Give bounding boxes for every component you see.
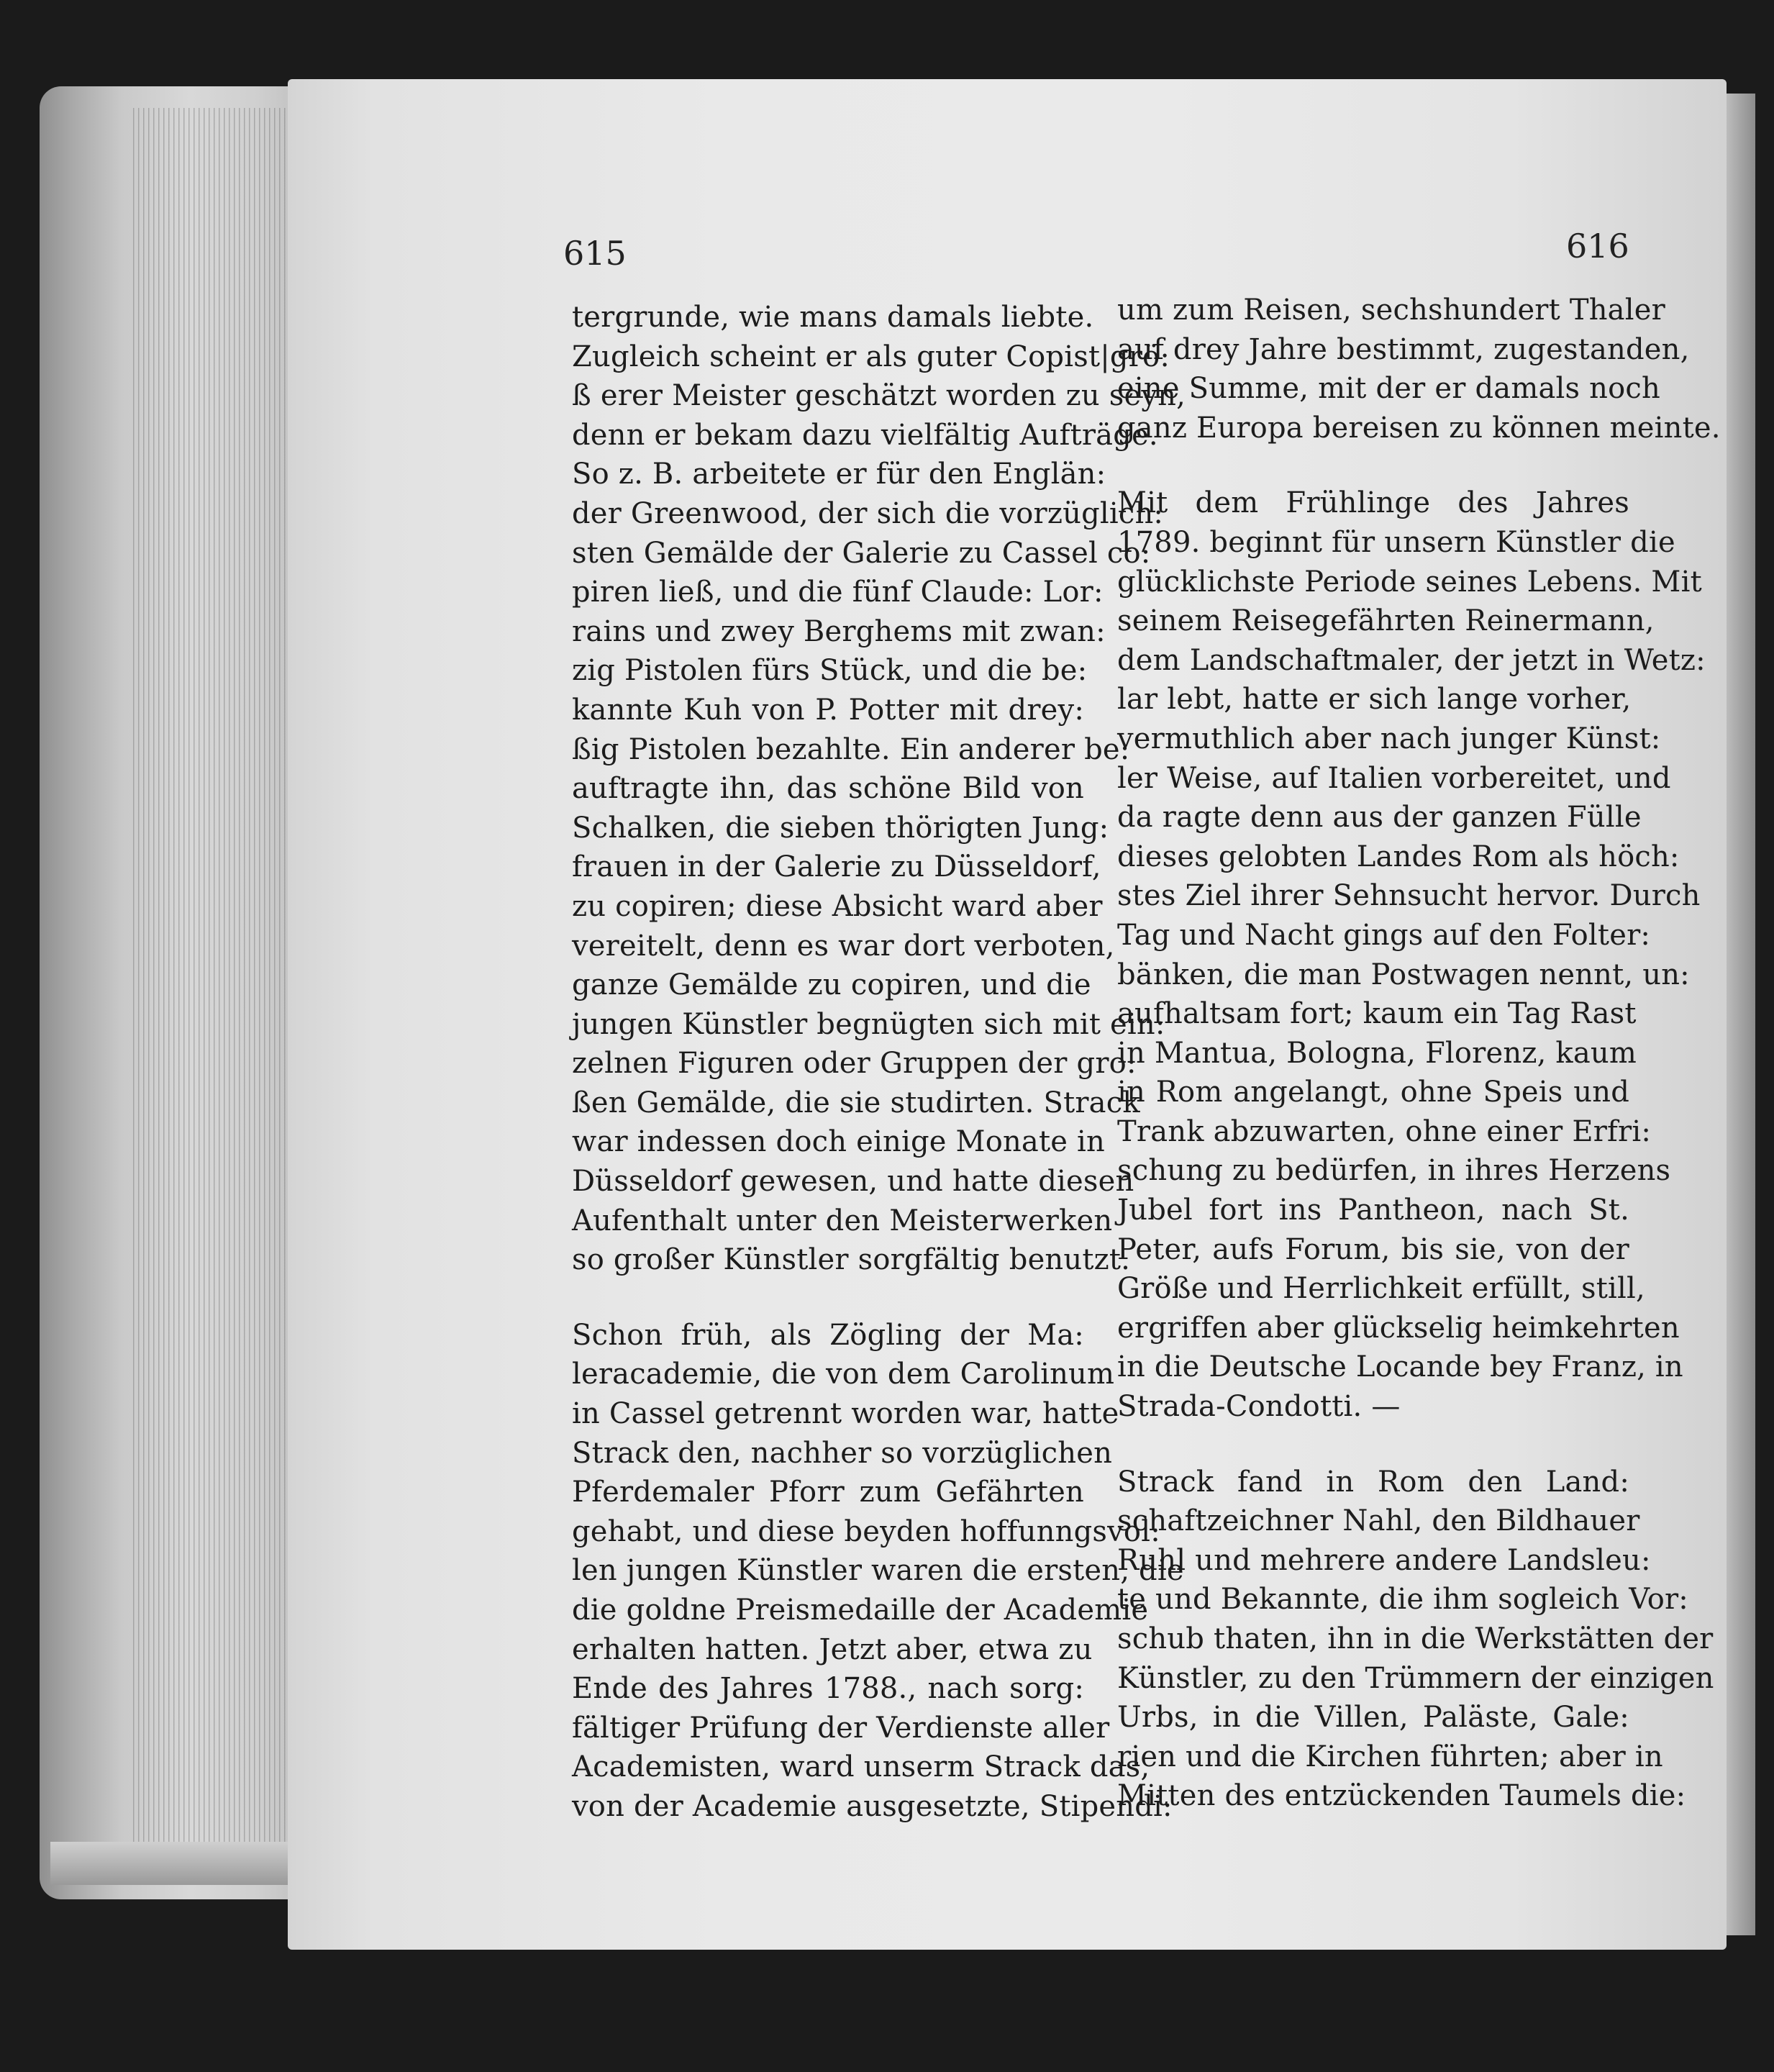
text-line: Zugleich scheint er als guter Copist|grö: xyxy=(572,340,1170,373)
text-line: jungen Künstler begnügten sich mit ein: xyxy=(572,1007,1165,1041)
text-line: So z. B. arbeitete er für den Englän: xyxy=(572,458,1106,491)
text-line: Strack den, nachher so vorzüglichen xyxy=(572,1436,1113,1470)
text-line: der Greenwood, der sich die vorzüglich: xyxy=(572,496,1164,530)
left-column xyxy=(572,298,1186,1827)
text-line: bänken, die man Postwagen nennt, un: xyxy=(1117,958,1690,991)
page-number-left: 615 xyxy=(563,234,627,273)
text-line: ler Weise, auf Italien vorbereitet, und xyxy=(1117,761,1671,795)
text-line: eine Summe, mit der er damals noch xyxy=(1117,372,1660,406)
text-line: war indessen doch einige Monate in xyxy=(572,1125,1105,1159)
text-line: lar lebt, hatte er sich lange vorher, xyxy=(1117,683,1632,717)
text-line: dem Landschaftmaler, der jetzt in Wetz: xyxy=(1117,643,1706,677)
text-line: Ruhl und mehrere andere Landsleu: xyxy=(1117,1543,1651,1577)
text-line: 1789. beginnt für unsern Künstler die xyxy=(1117,525,1675,559)
text-line: ßig Pistolen bezahlte. Ein anderer be: xyxy=(572,732,1130,766)
text-line: te und Bekannte, die ihm sogleich Vor: xyxy=(1117,1583,1688,1617)
text-line: ßen Gemälde, die sie studirten. Strack xyxy=(572,1086,1140,1119)
text-line: Mitten des entzückenden Taumels die: xyxy=(1117,1779,1686,1813)
text-line: Mit dem Frühlinge des Jahres xyxy=(1117,486,1629,520)
text-line: Künstler, zu den Trümmern der einzigen xyxy=(1117,1661,1714,1695)
text-line: denn er bekam dazu vielfältig Aufträge. xyxy=(572,418,1158,452)
text-line: Peter, aufs Forum, bis sie, von der xyxy=(1117,1232,1629,1266)
text-line: um zum Reisen, sechshundert Thaler xyxy=(1117,294,1665,327)
text-line: rains und zwey Berghems mit zwan: xyxy=(572,614,1106,648)
text-line: Ende des Jahres 1788., nach sorg: xyxy=(572,1672,1084,1706)
page-edge-lines xyxy=(133,108,313,1878)
text-line: Academisten, ward unserm Strack das, xyxy=(572,1750,1150,1784)
paragraph-gap xyxy=(1117,447,1629,483)
text-line: in die Deutsche Locande bey Franz, in xyxy=(1117,1350,1683,1384)
text-line: Trank abzuwarten, ohne einer Erfri: xyxy=(1117,1114,1652,1148)
text-line: zu copiren; diese Absicht ward aber xyxy=(572,889,1103,923)
text-line: in Mantua, Bologna, Florenz, kaum xyxy=(1117,1036,1637,1070)
text-line: Urbs, in die Villen, Paläste, Gale: xyxy=(1117,1701,1629,1735)
text-line: ganze Gemälde zu copiren, und die xyxy=(572,968,1091,1002)
text-line: auf drey Jahre bestimmt, zugestanden, xyxy=(1117,332,1690,366)
left-paragraph-2 xyxy=(572,1316,1184,1827)
text-line: sten Gemälde der Galerie zu Cassel co: xyxy=(572,536,1151,570)
text-line: so großer Künstler sorgfältig benutzt. xyxy=(572,1243,1131,1277)
page-number-right: 616 xyxy=(1566,227,1629,265)
left-paragraph-1 xyxy=(572,298,1186,1280)
right-paragraph-3 xyxy=(1117,1463,1714,1816)
text-line: Schon früh, als Zögling der Ma: xyxy=(572,1318,1084,1352)
text-line: glücklichste Periode seines Lebens. Mit xyxy=(1117,565,1702,599)
right-page-edge xyxy=(1727,94,1755,1935)
text-line: Düsseldorf gewesen, und hatte diesen xyxy=(572,1165,1134,1199)
text-line: rien und die Kirchen führten; aber in xyxy=(1117,1740,1663,1773)
text-line: ß erer Meister geschätzt worden zu seyn, xyxy=(572,379,1186,413)
right-paragraph-1 xyxy=(1117,291,1721,447)
text-line: in Rom angelangt, ohne Speis und xyxy=(1117,1076,1629,1109)
text-line: schaftzeichner Nahl, den Bildhauer xyxy=(1117,1504,1640,1538)
right-column xyxy=(1117,291,1721,1816)
text-line: da ragte denn aus der ganzen Fülle xyxy=(1117,801,1642,835)
text-line: aufhaltsam fort; kaum ein Tag Rast xyxy=(1117,997,1637,1031)
text-line: zelnen Figuren oder Gruppen der gro: xyxy=(572,1047,1137,1081)
paragraph-gap xyxy=(1117,1427,1629,1463)
text-line: fältiger Prüfung der Verdienste aller xyxy=(572,1711,1110,1745)
text-line: Tag und Nacht gings auf den Folter: xyxy=(1117,918,1651,952)
text-line: erhalten hatten. Jetzt aber, etwa zu xyxy=(572,1632,1093,1666)
text-line: in Cassel getrennt worden war, hatte xyxy=(572,1397,1119,1431)
text-line: Aufenthalt unter den Meisterwerken xyxy=(572,1204,1113,1237)
text-line: Größe und Herrlichkeit erfüllt, still, xyxy=(1117,1272,1645,1306)
paragraph-gap xyxy=(572,1280,1084,1316)
text-line: tergrunde, wie mans damals liebte. xyxy=(572,301,1094,334)
text-line: piren ließ, und die fünf Claude: Lor: xyxy=(572,576,1104,609)
text-line: Schalken, die sieben thörigten Jung: xyxy=(572,811,1109,845)
text-line: dieses gelobten Landes Rom als höch: xyxy=(1117,840,1680,873)
text-line: von der Academie ausgesetzte, Stipendi: xyxy=(572,1789,1173,1823)
right-paragraph-2 xyxy=(1117,483,1706,1426)
text-line: frauen in der Galerie zu Düsseldorf, xyxy=(572,850,1101,884)
text-line: vereitelt, denn es war dort verboten, xyxy=(572,929,1115,963)
text-line: gehabt, und diese beyden hoffunngsvol: xyxy=(572,1514,1160,1548)
text-line: stes Ziel ihrer Sehnsucht hervor. Durch xyxy=(1117,879,1701,913)
text-line: schung zu bedürfen, in ihres Herzens xyxy=(1117,1154,1671,1188)
text-line: Strada-Condotti. — xyxy=(1117,1390,1401,1424)
text-line: kannte Kuh von P. Potter mit drey: xyxy=(572,693,1084,727)
text-line: die goldne Preismedaille der Academie xyxy=(572,1594,1149,1627)
text-line: Strack fand in Rom den Land: xyxy=(1117,1465,1629,1499)
text-line: auftragte ihn, das schöne Bild von xyxy=(572,772,1084,806)
text-line: Jubel fort ins Pantheon, nach St. xyxy=(1117,1194,1629,1227)
text-line: ganz Europa bereisen zu können meinte. xyxy=(1117,411,1721,445)
text-line: len jungen Künstler waren die ersten, die xyxy=(572,1554,1184,1588)
text-line: schub thaten, ihn in die Werkstätten der xyxy=(1117,1622,1714,1655)
text-line: seinem Reisegefährten Reinermann, xyxy=(1117,604,1655,638)
text-line: leracademie, die von dem Carolinum xyxy=(572,1358,1115,1391)
text-line: zig Pistolen fürs Stück, und die be: xyxy=(572,654,1088,688)
text-line: ergriffen aber glückselig heimkehrten xyxy=(1117,1311,1680,1345)
page-stack-edge xyxy=(40,86,313,1899)
text-line: Pferdemaler Pforr zum Gefährten xyxy=(572,1476,1084,1509)
text-line: vermuthlich aber nach junger Künst: xyxy=(1117,722,1661,755)
